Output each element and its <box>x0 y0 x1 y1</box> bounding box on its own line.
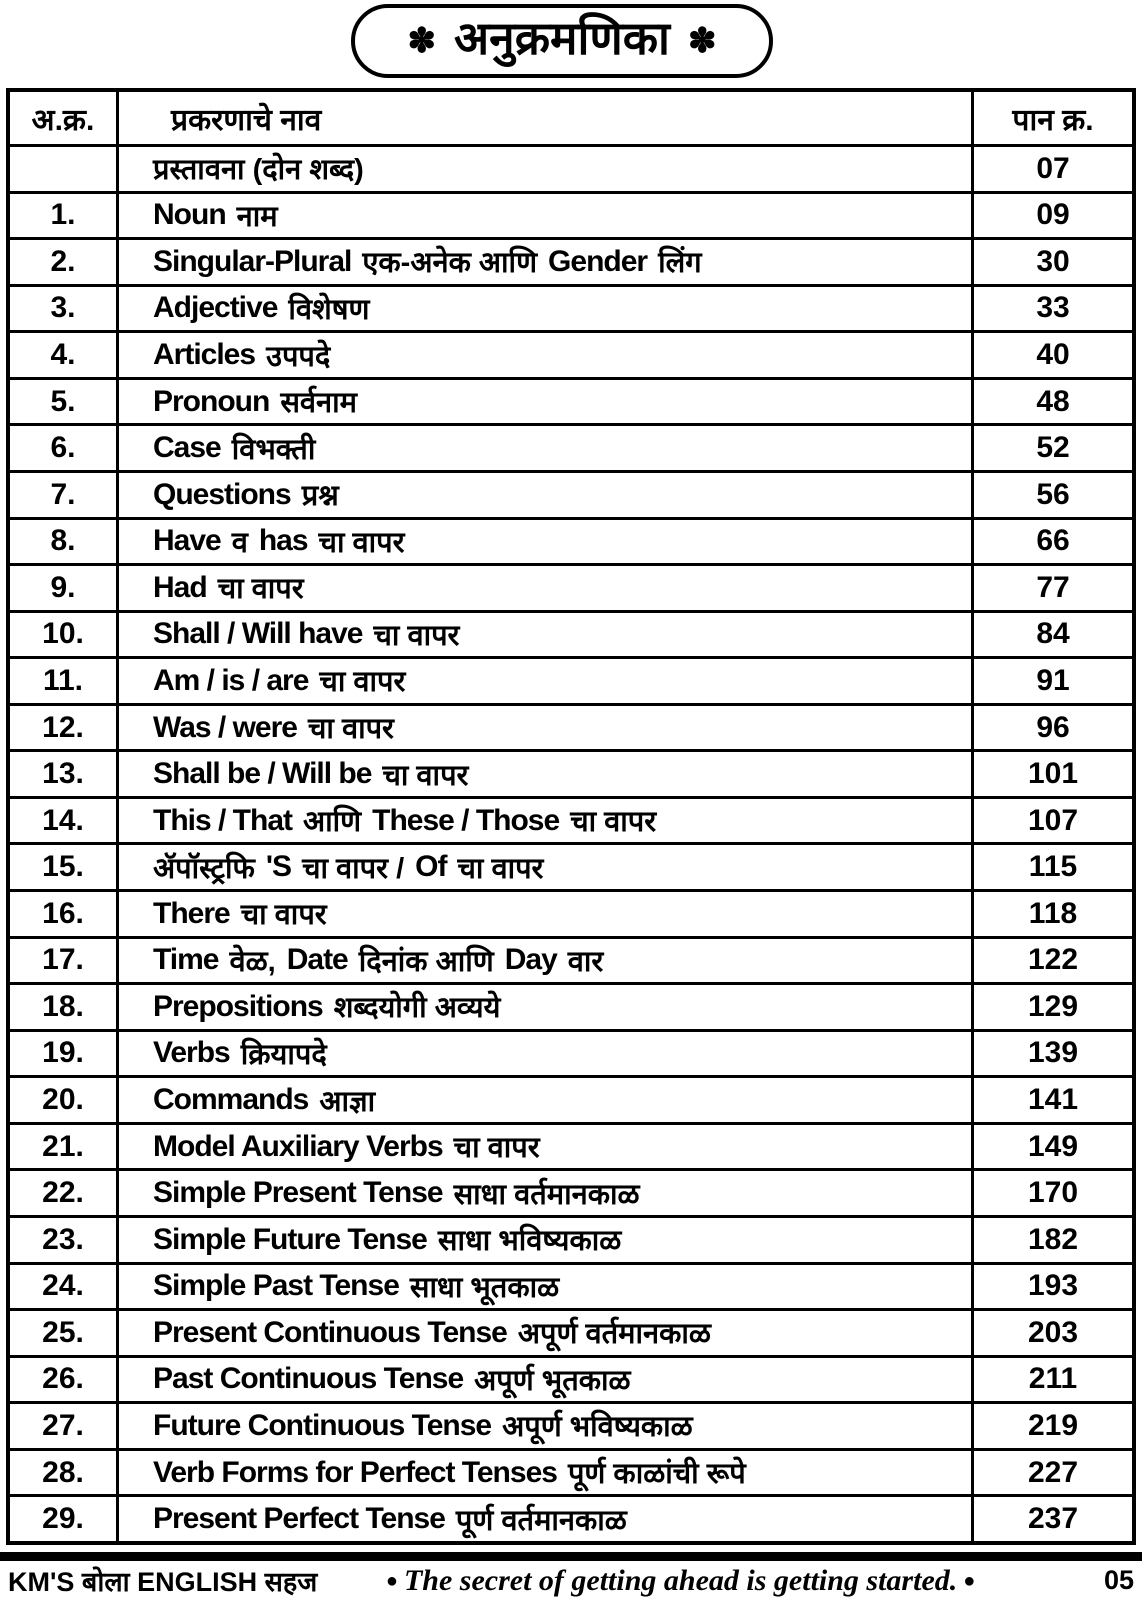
page-number: 84 <box>1036 617 1070 651</box>
table-row <box>10 889 1132 936</box>
serial-number: 17. <box>42 943 84 977</box>
chapter-name-segment: Date <box>286 943 348 977</box>
contents-table <box>6 88 1136 1545</box>
table-row <box>10 1122 1132 1169</box>
page-number: 101 <box>1027 757 1079 791</box>
page-number: 96 <box>1036 710 1070 744</box>
table-row <box>10 842 1132 889</box>
serial-number: 28. <box>42 1455 84 1489</box>
chapter-name-segment: विभक्ती <box>231 433 316 466</box>
chapter-name-segment: Future Continuous Tense <box>153 1408 492 1442</box>
serial-number: 19. <box>42 1036 84 1070</box>
chapter-name <box>116 1218 974 1262</box>
table-row <box>10 1168 1132 1215</box>
chapter-name-segment: शब्दयोगी अव्यये <box>333 992 501 1025</box>
chapter-name <box>116 1125 974 1169</box>
serial-number: 10. <box>42 617 84 651</box>
table-row <box>10 1401 1132 1448</box>
asterisk-ornament-right-icon: ✽ <box>687 22 717 60</box>
chapter-name-segment: वार <box>567 945 604 978</box>
chapter-name-segment: चा वापर <box>382 759 469 792</box>
chapter-name-segment: Past Continuous Tense <box>153 1362 464 1396</box>
chapter-name <box>116 1311 974 1355</box>
table-row <box>10 656 1132 703</box>
chapter-name-segment: क्रियापदे <box>240 1038 327 1071</box>
chapter-name-segment: Noun <box>153 198 226 232</box>
serial-number: 11. <box>42 663 84 697</box>
page-number: 182 <box>1027 1222 1079 1256</box>
chapter-name-segment: चा वापर <box>319 666 406 699</box>
table-row <box>10 144 1132 191</box>
table-row <box>10 423 1132 470</box>
page-number: 211 <box>1028 1362 1078 1396</box>
chapter-name-segment: अपूर्ण भूतकाळ <box>474 1364 631 1397</box>
chapter-name-segment: Shall / Will have <box>153 617 363 651</box>
table-header-row <box>10 92 1132 144</box>
chapter-name-segment: Prepositions <box>153 989 323 1023</box>
table-row <box>10 237 1132 284</box>
chapter-name-segment: Pronoun <box>153 384 270 418</box>
chapter-name-segment: चा वापर / <box>302 852 405 885</box>
chapter-name-segment: उपपदे <box>266 340 331 373</box>
chapter-name-segment: चा वापर <box>457 852 544 885</box>
page-number: 33 <box>1036 291 1070 325</box>
chapter-name <box>116 1078 974 1122</box>
serial-number: 24. <box>42 1269 84 1303</box>
chapter-name <box>116 333 974 377</box>
chapter-name <box>116 799 974 843</box>
serial-number: 1. <box>50 198 76 232</box>
chapter-name-segment: Had <box>153 570 207 604</box>
page-number: 107 <box>1027 803 1079 837</box>
chapter-name-segment: पूर्ण काळांची रूपे <box>567 1458 746 1491</box>
chapter-name-segment: अपूर्ण वर्तमानकाळ <box>517 1318 711 1351</box>
chapter-name-segment: चा वापर <box>217 573 304 606</box>
serial-number: 12. <box>42 710 84 744</box>
serial-number: 23. <box>42 1222 84 1256</box>
page-title-text: अनुक्रमणिका <box>454 12 670 64</box>
chapter-name-segment: Simple Past Tense <box>153 1269 399 1303</box>
page-number: 227 <box>1027 1455 1079 1489</box>
serial-number: 9. <box>50 570 76 604</box>
chapter-name-segment: विशेषण <box>288 293 370 326</box>
chapter-name <box>116 1451 974 1495</box>
table-row <box>10 470 1132 517</box>
chapter-name <box>116 985 974 1029</box>
table-row <box>10 1075 1132 1122</box>
chapter-name-segment: दिनांक आणि <box>358 945 494 978</box>
chapter-name-segment: Time <box>153 943 219 977</box>
page-title <box>351 4 773 78</box>
chapter-name-segment: Adjective <box>153 291 278 325</box>
page-number: 118 <box>1028 896 1078 930</box>
page-number: 170 <box>1027 1176 1079 1210</box>
page-number: 219 <box>1027 1408 1079 1442</box>
asterisk-ornament-left-icon: ✽ <box>407 22 437 60</box>
table-row <box>10 1308 1132 1355</box>
chapter-name-segment: एक-अनेक आणि <box>362 247 538 280</box>
page-number: 40 <box>1036 338 1070 372</box>
chapter-name-segment: These / Those <box>372 803 560 837</box>
chapter-name-segment: वेळ, <box>229 945 276 978</box>
page-number: 77 <box>1036 570 1070 604</box>
page-number: 129 <box>1027 989 1079 1023</box>
footer-brand: KM'S बोला ENGLISH सहज <box>8 1567 318 1597</box>
table-row <box>10 330 1132 377</box>
serial-number: 13. <box>42 757 84 791</box>
chapter-name <box>116 1404 974 1448</box>
serial-number: 21. <box>42 1129 84 1163</box>
serial-number: 8. <box>50 524 76 558</box>
chapter-name-segment: This / That <box>153 803 292 837</box>
bullet-icon: ● <box>963 1569 976 1592</box>
footer-quote-text: The secret of getting ahead is getting started. <box>403 1563 958 1597</box>
table-row <box>10 936 1132 983</box>
page-number: 203 <box>1027 1315 1079 1349</box>
chapter-name <box>116 520 974 564</box>
serial-number: 26. <box>42 1362 84 1396</box>
chapter-name-segment: चा वापर <box>453 1132 540 1165</box>
chapter-name <box>116 566 974 610</box>
table-row <box>10 377 1132 424</box>
page-number: 48 <box>1036 384 1070 418</box>
serial-number: 6. <box>50 431 76 465</box>
chapter-name <box>116 706 974 750</box>
table-row <box>10 982 1132 1029</box>
chapter-name <box>116 194 974 238</box>
chapter-name-segment: Shall be / Will be <box>153 757 372 791</box>
table-row <box>10 749 1132 796</box>
table-row <box>10 1448 1132 1495</box>
table-row <box>10 1215 1132 1262</box>
chapter-name <box>116 1032 974 1076</box>
serial-number: 2. <box>50 244 76 278</box>
chapter-name-segment: नाम <box>236 200 278 233</box>
chapter-name <box>116 240 974 284</box>
serial-number: 27. <box>42 1408 84 1442</box>
footer-quote <box>317 1564 1104 1598</box>
page-number: 66 <box>1036 524 1070 558</box>
table-row <box>10 1029 1132 1076</box>
chapter-name-segment: There <box>153 896 230 930</box>
serial-number: 16. <box>42 896 84 930</box>
page-number: 07 <box>1036 151 1070 185</box>
serial-number: 20. <box>42 1083 84 1117</box>
table-row <box>10 610 1132 657</box>
chapter-name-segment: Have <box>153 524 221 558</box>
chapter-name-segment: सर्वनाम <box>280 387 357 420</box>
serial-number: 22. <box>42 1176 84 1210</box>
header-chapter-name: प्रकरणाचे नाव <box>116 92 974 144</box>
serial-number: 4. <box>50 338 76 372</box>
chapter-name-segment: लिंग <box>658 247 702 280</box>
serial-number: 5. <box>50 384 76 418</box>
chapter-name <box>116 380 974 424</box>
chapter-name-segment: Case <box>153 431 221 465</box>
chapter-name-segment: अपूर्ण भविष्यकाळ <box>502 1411 693 1444</box>
page-number: 91 <box>1036 663 1070 697</box>
chapter-name-segment: साधा वर्तमानकाळ <box>453 1178 640 1211</box>
table-row <box>10 1262 1132 1309</box>
chapter-name <box>116 939 974 983</box>
chapter-name <box>116 613 974 657</box>
chapter-name-segment: चा वापर <box>373 619 460 652</box>
table-row <box>10 563 1132 610</box>
chapter-name-segment: Present Continuous Tense <box>153 1315 507 1349</box>
header-page-number: पान क्र. <box>1012 103 1094 137</box>
chapter-name-segment: Singular-Plural <box>153 244 352 278</box>
chapter-name-segment: चा वापर <box>318 526 405 559</box>
bullet-icon: ● <box>385 1569 398 1592</box>
chapter-name <box>116 287 974 331</box>
serial-number <box>10 147 116 191</box>
chapter-name-segment: Commands <box>153 1083 309 1117</box>
chapter-name-segment: Questions <box>153 477 291 511</box>
page-number: 09 <box>1036 198 1070 232</box>
chapter-name-segment: प्रश्न <box>301 480 339 513</box>
page-number: 56 <box>1036 477 1070 511</box>
chapter-name-segment: 'S <box>265 850 292 884</box>
chapter-name-segment: Model Auxiliary Verbs <box>153 1129 443 1163</box>
footer <box>0 1561 1142 1600</box>
chapter-name-segment: Am / is / are <box>153 663 309 697</box>
table-row <box>10 703 1132 750</box>
page-number: 149 <box>1027 1129 1079 1163</box>
chapter-name-segment: आणि <box>303 806 362 839</box>
page-number: 141 <box>1027 1083 1079 1117</box>
table-row <box>10 1494 1132 1541</box>
page-number: 30 <box>1036 244 1070 278</box>
serial-number: 14. <box>42 803 84 837</box>
chapter-name-segment: Gender <box>548 244 648 278</box>
chapter-name-segment: साधा भूतकाळ <box>409 1271 560 1304</box>
chapter-name-segment: Verb Forms for Perfect Tenses <box>153 1455 557 1489</box>
page-number: 115 <box>1028 850 1078 884</box>
table-row <box>10 796 1132 843</box>
page-number: 52 <box>1036 431 1070 465</box>
table-row <box>10 1355 1132 1402</box>
chapter-name-segment: Present Perfect Tense <box>153 1502 445 1536</box>
chapter-name <box>116 845 974 889</box>
table-row <box>10 284 1132 331</box>
chapter-name <box>116 1358 974 1402</box>
chapter-name-segment: Simple Future Tense <box>153 1222 427 1256</box>
chapter-name <box>116 892 974 936</box>
chapter-name-segment: Simple Present Tense <box>153 1176 443 1210</box>
table-row <box>10 191 1132 238</box>
chapter-name-segment: चा वापर <box>240 899 327 932</box>
chapter-name-segment: साधा भविष्यकाळ <box>437 1225 622 1258</box>
page-number: 193 <box>1027 1269 1079 1303</box>
chapter-name-segment: Articles <box>153 338 256 372</box>
serial-number: 7. <box>50 477 76 511</box>
table-row <box>10 517 1132 564</box>
serial-number: 25. <box>42 1315 84 1349</box>
serial-number: 29. <box>42 1502 84 1536</box>
page-number: 139 <box>1027 1036 1079 1070</box>
chapter-name <box>116 659 974 703</box>
serial-number: 18. <box>42 989 84 1023</box>
serial-number: 3. <box>50 291 76 325</box>
chapter-name-segment: चा वापर <box>307 713 394 746</box>
header-serial-number: अ.क्र. <box>31 103 95 137</box>
chapter-name-segment: Was / were <box>153 710 297 744</box>
page-number: 237 <box>1027 1502 1079 1536</box>
chapter-name-segment: Day <box>504 943 557 977</box>
chapter-name <box>116 1265 974 1309</box>
chapter-name <box>116 752 974 796</box>
page-number: 122 <box>1027 943 1079 977</box>
serial-number: 15. <box>42 850 84 884</box>
chapter-name-segment: आज्ञा <box>319 1085 376 1118</box>
chapter-name <box>116 147 974 191</box>
footer-page-number: 05 <box>1103 1565 1134 1595</box>
chapter-name <box>116 473 974 517</box>
chapter-name-segment: व <box>231 526 248 559</box>
chapter-name-segment: has <box>258 524 308 558</box>
chapter-name-segment: पूर्ण वर्तमानकाळ <box>455 1504 627 1537</box>
chapter-name-segment: ॲपॉस्ट्रफि <box>153 852 255 885</box>
chapter-name-segment: चा वापर <box>570 806 657 839</box>
chapter-name <box>116 1171 974 1215</box>
chapter-name-segment: Verbs <box>153 1036 230 1070</box>
chapter-name-segment: प्रस्तावना (दोन शब्द) <box>153 154 364 187</box>
chapter-name <box>116 1497 974 1541</box>
chapter-name-segment: Of <box>415 850 447 884</box>
footer-divider <box>0 1552 1142 1561</box>
chapter-name <box>116 426 974 470</box>
